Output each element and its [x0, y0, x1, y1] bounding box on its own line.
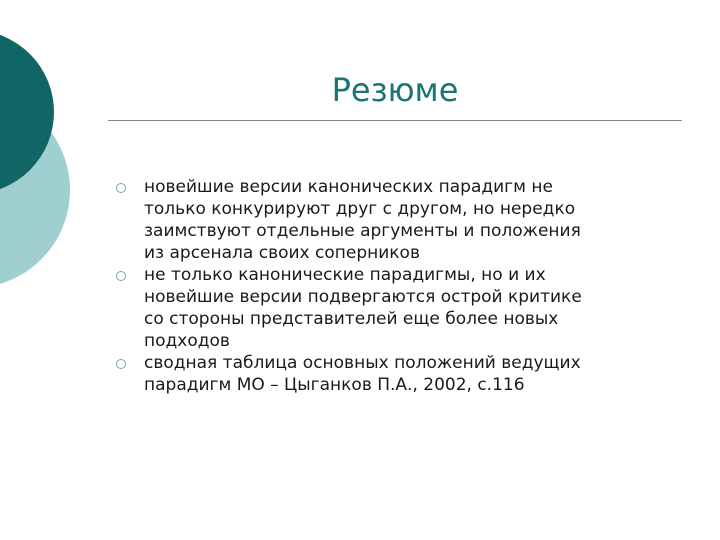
bullet-item	[114, 264, 694, 352]
decorative-circles	[0, 0, 110, 300]
title-divider	[108, 120, 682, 121]
bullet-text: сводная таблица основных положений ведущих парадигм МО – Цыганков П.А., 2002, с.116	[144, 353, 581, 395]
bullet-item	[114, 176, 694, 264]
bullet-text: не только канонические парадигмы, но и их новейшие версии подвергаются острой критике со стороны представителей еще более новых подходов	[144, 265, 582, 351]
circle-bullet-icon	[116, 183, 126, 193]
circle-bullet-icon	[116, 359, 126, 369]
bullet-list	[114, 176, 694, 396]
circle-bullet-icon	[116, 271, 126, 281]
bullet-item	[114, 352, 694, 396]
slide-title: Резюме	[331, 71, 459, 109]
bullet-text: новейшие версии канонических парадигм не только конкурируют друг с другом, но нередко заимствуют отдельные аргументы и положения из арсенала своих соперников	[144, 177, 581, 263]
